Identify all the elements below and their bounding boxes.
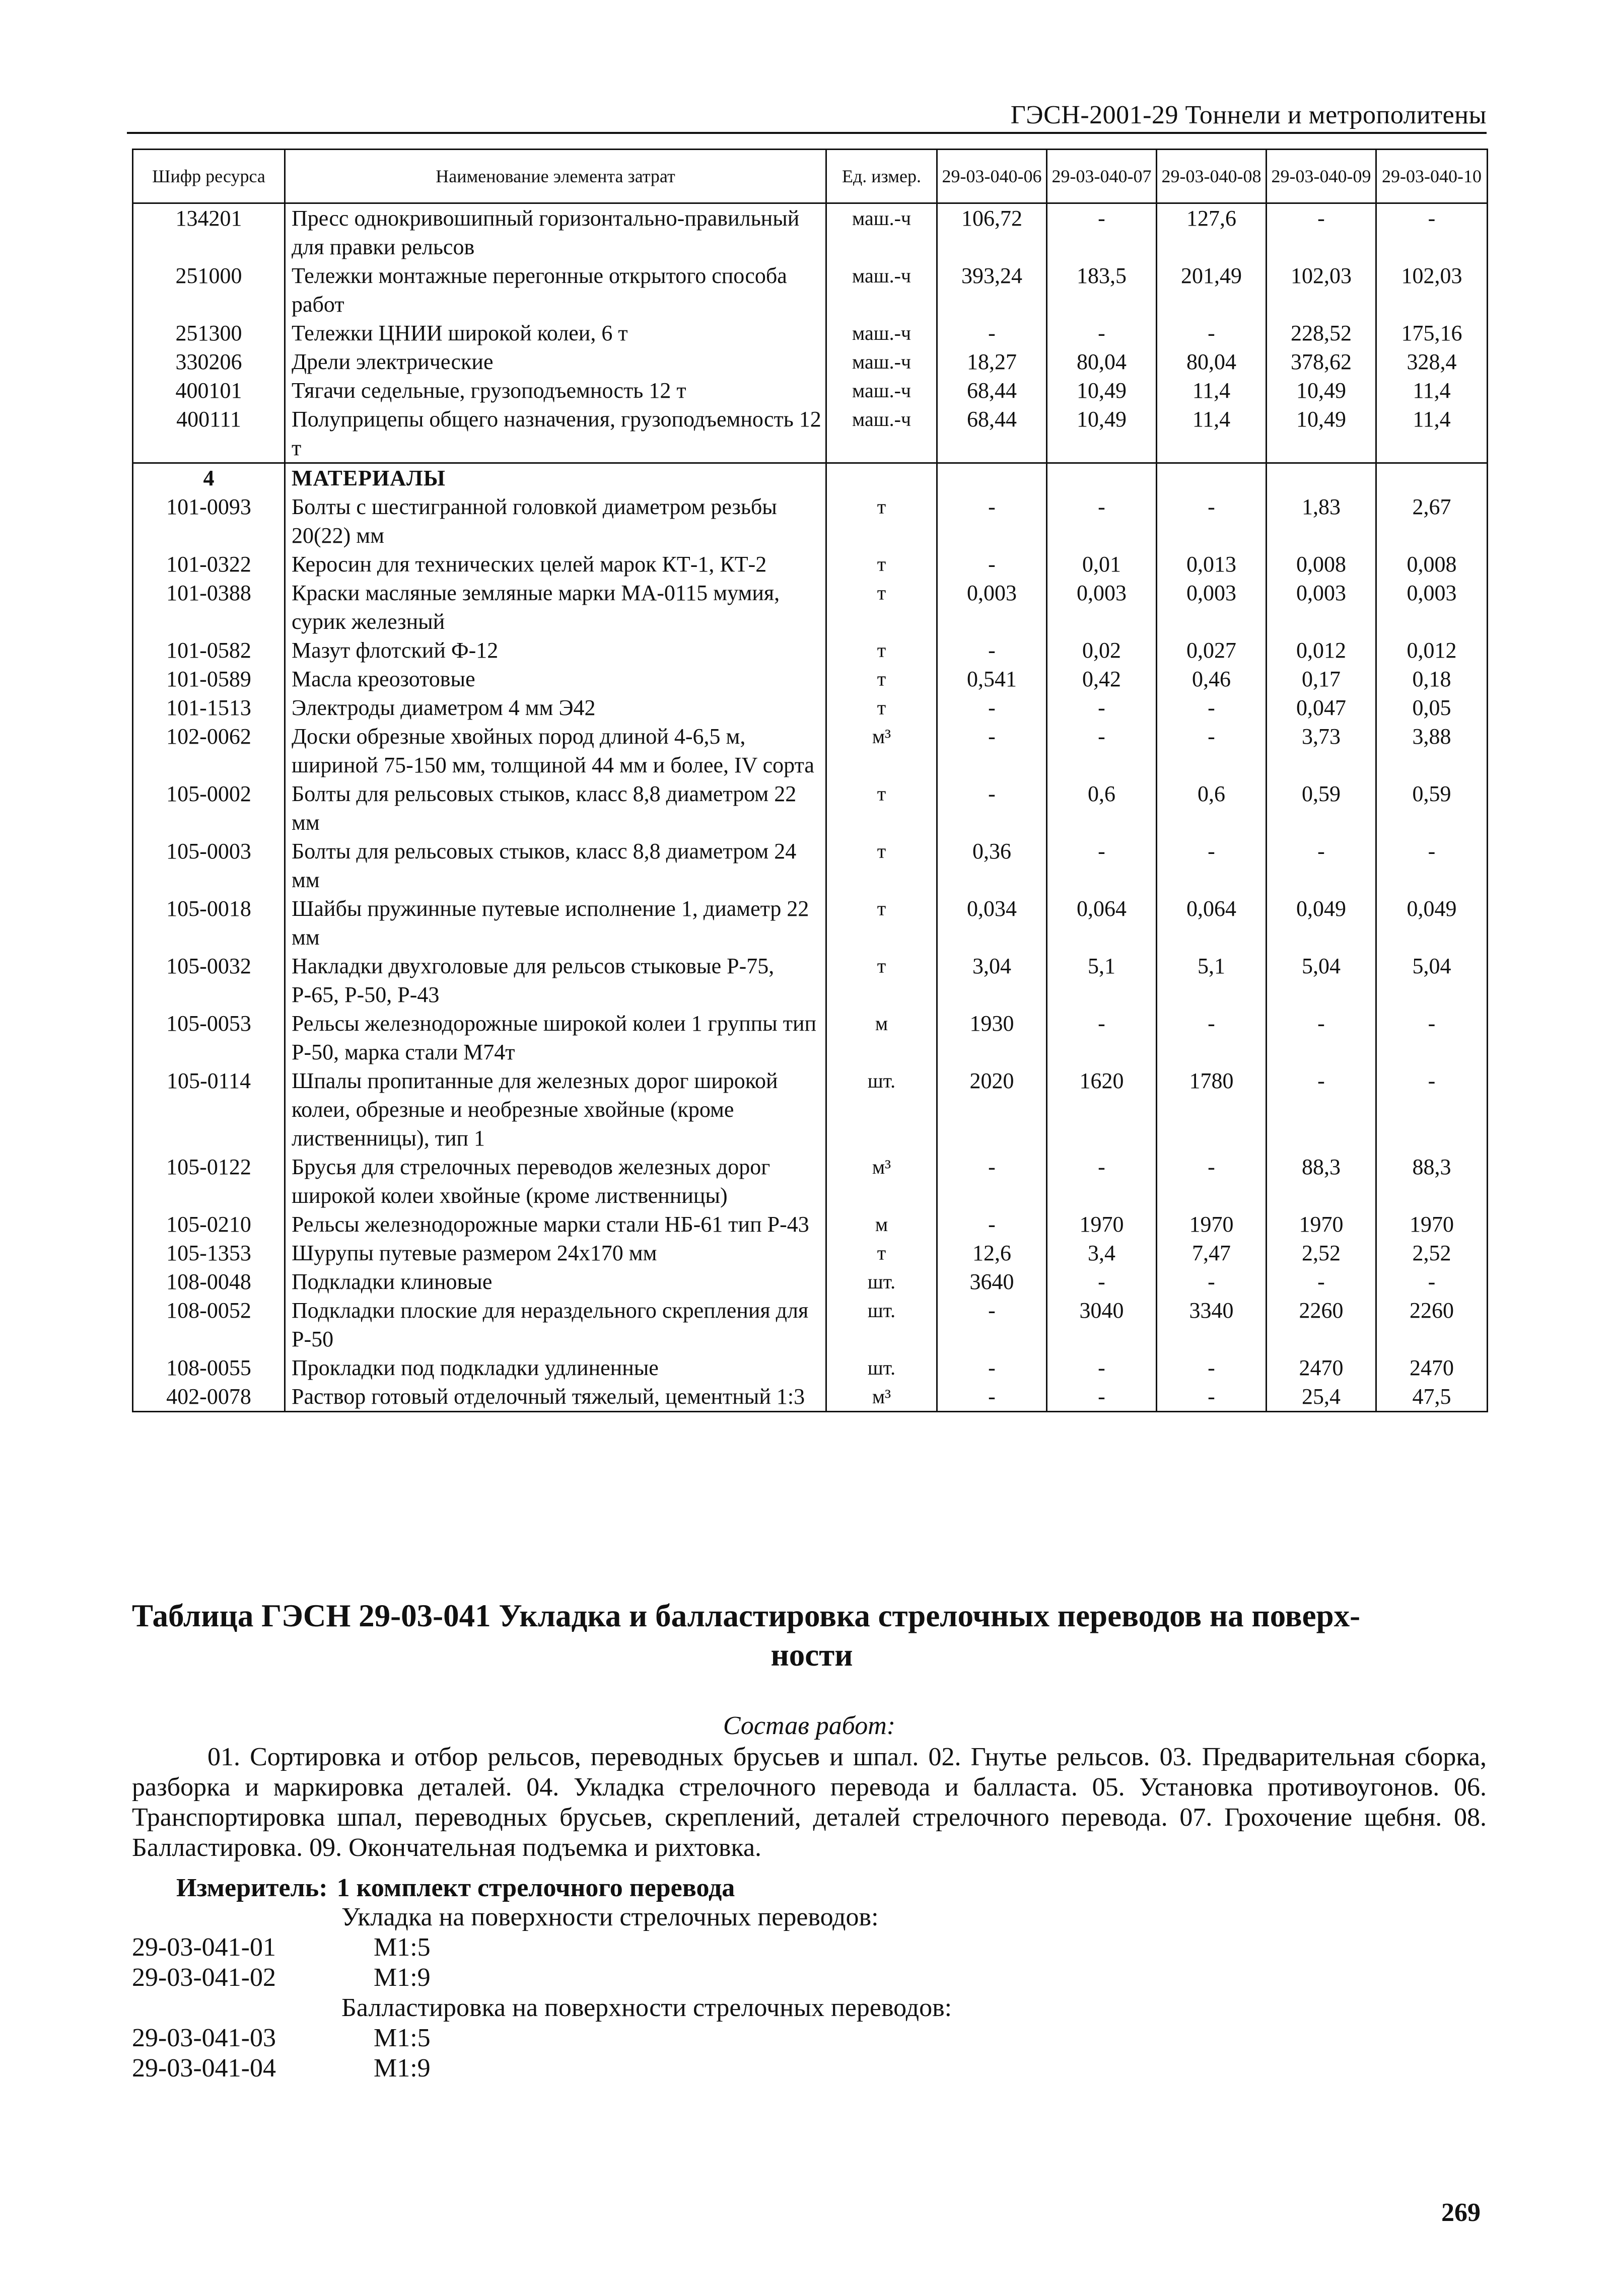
table-row (133, 1382, 1488, 1412)
table-row (133, 952, 1488, 1009)
resource-unit: т (826, 779, 937, 837)
resource-value: 393,24 (937, 261, 1047, 319)
resource-table (132, 149, 1488, 1412)
resource-value: 0,18 (1376, 665, 1488, 693)
resource-name: Накладки двухголовые для рельсов стыковые Р-75, Р-65, Р-50, Р-43 (285, 952, 826, 1009)
resource-value: 1930 (937, 1009, 1047, 1066)
resource-value: 0,05 (1376, 693, 1488, 722)
resource-name: Керосин для технических целей марок КТ-1, КТ-2 (285, 550, 826, 579)
table-row (133, 1153, 1488, 1210)
resource-value (1267, 463, 1376, 493)
resource-value: - (1157, 1009, 1267, 1066)
resource-value: 0,003 (937, 579, 1047, 636)
resource-name: Подкладки плоские для нераздельного скрепления для Р-50 (285, 1296, 826, 1353)
resource-name: Тягачи седельные, грузоподъемность 12 т (285, 376, 826, 405)
resource-value: - (937, 779, 1047, 837)
resource-unit: маш.-ч (826, 319, 937, 347)
resource-code: 105-0053 (133, 1009, 285, 1066)
resource-unit: т (826, 492, 937, 550)
table-row (133, 1066, 1488, 1153)
resource-value (1157, 463, 1267, 493)
resource-code: 400111 (133, 405, 285, 463)
resource-code: 134201 (133, 203, 285, 262)
resource-value: 0,013 (1157, 550, 1267, 579)
resource-unit: маш.-ч (826, 376, 937, 405)
resource-value: - (1376, 1009, 1488, 1066)
header-name: Наименование элемента затрат (285, 150, 826, 203)
code-row (132, 1963, 431, 1992)
resource-code: 105-0114 (133, 1066, 285, 1153)
resource-value: 3,4 (1047, 1239, 1157, 1267)
table-header-row (133, 150, 1488, 203)
resource-value: 25,4 (1267, 1382, 1376, 1412)
resource-code: 105-0003 (133, 837, 285, 894)
resource-unit: маш.-ч (826, 203, 937, 262)
resource-value: - (1157, 722, 1267, 779)
code-id: 29-03-041-01 (132, 1933, 276, 1962)
resource-name: Электроды диаметром 4 мм Э42 (285, 693, 826, 722)
resource-code: 251300 (133, 319, 285, 347)
resource-value (1376, 463, 1488, 493)
table-row (133, 636, 1488, 665)
resource-value: - (1157, 837, 1267, 894)
resource-value: - (1047, 203, 1157, 262)
resource-code: 400101 (133, 376, 285, 405)
resource-unit: маш.-ч (826, 261, 937, 319)
resource-code: 105-0032 (133, 952, 285, 1009)
resource-value: 102,03 (1267, 261, 1376, 319)
code-row (132, 1932, 431, 1962)
code-value: М1:5 (374, 1933, 431, 1962)
resource-value: 10,49 (1267, 376, 1376, 405)
resource-value: 0,034 (937, 894, 1047, 952)
resource-code: 105-0210 (133, 1210, 285, 1239)
resource-value: 1970 (1376, 1210, 1488, 1239)
resource-unit: т (826, 837, 937, 894)
table-row (133, 347, 1488, 376)
resource-name: Доски обрезные хвойных пород длиной 4-6,5 м, шириной 75-150 мм, толщиной 44 мм и более, IV сорта (285, 722, 826, 779)
resource-value: - (1376, 1066, 1488, 1153)
resource-value: 0,02 (1047, 636, 1157, 665)
resource-value: - (937, 1296, 1047, 1353)
resource-value: - (937, 722, 1047, 779)
resource-value: 1970 (1157, 1210, 1267, 1239)
resource-value: 0,064 (1157, 894, 1267, 952)
resource-name: Масла креозотовые (285, 665, 826, 693)
resource-value: - (1267, 203, 1376, 262)
resource-unit: т (826, 636, 937, 665)
resource-unit: т (826, 550, 937, 579)
resource-value: - (937, 1382, 1047, 1412)
resource-name: Брусья для стрелочных переводов железных дорог широкой колеи хвойные (кроме лиственницы) (285, 1153, 826, 1210)
header-code: Шифр ресурса (133, 150, 285, 203)
resource-value: - (1376, 203, 1488, 262)
table-row (133, 779, 1488, 837)
resource-name: Шпалы пропитанные для железных дорог широкой колеи, обрезные и необрезные хвойные (кроме лиственницы), тип 1 (285, 1066, 826, 1153)
measure-line (176, 1873, 735, 1903)
resource-unit (826, 463, 937, 493)
resource-value: 12,6 (937, 1239, 1047, 1267)
resource-value: 1970 (1267, 1210, 1376, 1239)
resource-name: Полуприцепы общего назначения, грузоподъемность 12 т (285, 405, 826, 463)
table-body (133, 203, 1488, 1412)
resource-value: - (1157, 1353, 1267, 1382)
resource-value: 18,27 (937, 347, 1047, 376)
table-row (133, 693, 1488, 722)
resource-value: 378,62 (1267, 347, 1376, 376)
table-row (133, 405, 1488, 463)
resource-value: 1970 (1047, 1210, 1157, 1239)
resource-value: 47,5 (1376, 1382, 1488, 1412)
resource-code: 105-0018 (133, 894, 285, 952)
resource-value: - (937, 1353, 1047, 1382)
resource-value: 3040 (1047, 1296, 1157, 1353)
work-composition-text: 01. Сортировка и отбор рельсов, переводных брусьев и шпал. 02. Гнутье рельсов. 03. Предварительная сборка, разборка и маркировка деталей. 04. Укладка стрелочного перевода и балласта. 05. Установка противоугонов. 06. Транспортировка шпал, переводных брусьев, скреплений, деталей стрелочного перевода. 07. Грохочение щебня. 08. Балластировка. 09. Окончательная подъемка и рихтовка. (132, 1743, 1487, 1862)
table-row (133, 1239, 1488, 1267)
resource-value: - (1376, 837, 1488, 894)
resource-value: 0,17 (1267, 665, 1376, 693)
resource-value: - (1047, 1267, 1157, 1296)
table-row (133, 319, 1488, 347)
resource-unit: т (826, 693, 937, 722)
resource-value: 0,012 (1376, 636, 1488, 665)
resource-value: - (1047, 1382, 1157, 1412)
resource-value: 2,67 (1376, 492, 1488, 550)
table-row (133, 261, 1488, 319)
resource-value: - (1157, 492, 1267, 550)
resource-value: 2,52 (1267, 1239, 1376, 1267)
resource-value: 3,73 (1267, 722, 1376, 779)
resource-unit: маш.-ч (826, 405, 937, 463)
resource-name: Подкладки клиновые (285, 1267, 826, 1296)
resource-unit: шт. (826, 1296, 937, 1353)
resource-unit: шт. (826, 1066, 937, 1153)
resource-name: Болты для рельсовых стыков, класс 8,8 диаметром 24 мм (285, 837, 826, 894)
measure-label: Измеритель: (176, 1874, 328, 1902)
resource-value: 2470 (1376, 1353, 1488, 1382)
resource-value: 201,49 (1157, 261, 1267, 319)
resource-value: 68,44 (937, 405, 1047, 463)
resource-value: - (1047, 837, 1157, 894)
resource-name: Прокладки под подкладки удлиненные (285, 1353, 826, 1382)
resource-value: 10,49 (1047, 405, 1157, 463)
resource-name: Тележки монтажные перегонные открытого способа работ (285, 261, 826, 319)
resource-value: - (1267, 837, 1376, 894)
resource-value: 0,59 (1267, 779, 1376, 837)
resource-value: - (1047, 722, 1157, 779)
resource-unit: м³ (826, 1382, 937, 1412)
resource-code: 108-0055 (133, 1353, 285, 1382)
table-title (132, 1596, 1492, 1675)
resource-value: - (937, 319, 1047, 347)
resource-name: МАТЕРИАЛЫ (285, 463, 826, 493)
resource-code: 101-1513 (133, 693, 285, 722)
resource-value: - (1376, 1267, 1488, 1296)
header-col-08: 29-03-040-08 (1157, 150, 1267, 203)
resource-value: - (1047, 1153, 1157, 1210)
resource-value: 1620 (1047, 1066, 1157, 1153)
resource-value: 68,44 (937, 376, 1047, 405)
resource-value: 11,4 (1376, 376, 1488, 405)
header-col-10: 29-03-040-10 (1376, 150, 1488, 203)
resource-code: 251000 (133, 261, 285, 319)
group2-heading: Балластировка на поверхности стрелочных переводов: (341, 1993, 952, 2022)
resource-value: 0,46 (1157, 665, 1267, 693)
resource-name: Рельсы железнодорожные широкой колеи 1 группы тип Р-50, марка стали М74т (285, 1009, 826, 1066)
resource-value: 3,04 (937, 952, 1047, 1009)
resource-name: Мазут флотский Ф-12 (285, 636, 826, 665)
resource-value: 11,4 (1157, 376, 1267, 405)
resource-value: 0,047 (1267, 693, 1376, 722)
resource-code: 102-0062 (133, 722, 285, 779)
resource-name: Раствор готовый отделочный тяжелый, цементный 1:3 (285, 1382, 826, 1412)
table-row (133, 1267, 1488, 1296)
resource-value: 228,52 (1267, 319, 1376, 347)
resource-value: - (1267, 1009, 1376, 1066)
header-title: ГЭСН-2001-29 Тоннели и метрополитены (1010, 101, 1487, 129)
resource-unit: т (826, 1239, 937, 1267)
resource-value: 0,36 (937, 837, 1047, 894)
resource-name: Краски масляные земляные марки МА-0115 мумия, сурик железный (285, 579, 826, 636)
resource-value: 2260 (1267, 1296, 1376, 1353)
resource-unit: т (826, 894, 937, 952)
resource-value: 80,04 (1157, 347, 1267, 376)
resource-value (1047, 463, 1157, 493)
resource-code: 105-0122 (133, 1153, 285, 1210)
resource-value: 127,6 (1157, 203, 1267, 262)
resource-code: 101-0322 (133, 550, 285, 579)
resource-code: 101-0582 (133, 636, 285, 665)
section-row (133, 463, 1488, 493)
resource-name: Дрели электрические (285, 347, 826, 376)
work-composition-heading: Состав работ: (723, 1711, 896, 1740)
table-row (133, 722, 1488, 779)
resource-unit: м (826, 1210, 937, 1239)
header-col-06: 29-03-040-06 (937, 150, 1047, 203)
resource-value: 10,49 (1047, 376, 1157, 405)
resource-value: - (937, 550, 1047, 579)
resource-unit: шт. (826, 1267, 937, 1296)
resource-value: - (1047, 319, 1157, 347)
resource-value: - (937, 1153, 1047, 1210)
resource-value: - (1157, 319, 1267, 347)
header-col-09: 29-03-040-09 (1267, 150, 1376, 203)
resource-code: 101-0093 (133, 492, 285, 550)
resource-value: - (1047, 1353, 1157, 1382)
resource-value: - (1157, 1267, 1267, 1296)
resource-value: 183,5 (1047, 261, 1157, 319)
resource-value: 11,4 (1376, 405, 1488, 463)
resource-value: 0,541 (937, 665, 1047, 693)
resource-value: 2260 (1376, 1296, 1488, 1353)
resource-unit: маш.-ч (826, 347, 937, 376)
table-row (133, 1210, 1488, 1239)
resource-code: 105-0002 (133, 779, 285, 837)
resource-code: 4 (133, 463, 285, 493)
resource-value: 0,003 (1047, 579, 1157, 636)
resource-value: 0,049 (1376, 894, 1488, 952)
resource-value: 0,012 (1267, 636, 1376, 665)
table-row (133, 579, 1488, 636)
resource-value: 1,83 (1267, 492, 1376, 550)
resource-value: 0,6 (1157, 779, 1267, 837)
code-row (132, 2023, 431, 2053)
table-row (133, 1296, 1488, 1353)
code-value: М1:5 (374, 2024, 431, 2052)
resource-code: 108-0052 (133, 1296, 285, 1353)
resource-value: 0,003 (1267, 579, 1376, 636)
page-number: 269 (1441, 2198, 1481, 2227)
resource-unit: м (826, 1009, 937, 1066)
resource-value: 0,003 (1157, 579, 1267, 636)
resource-name: Болты для рельсовых стыков, класс 8,8 диаметром 22 мм (285, 779, 826, 837)
table-row (133, 894, 1488, 952)
resource-value: - (1157, 1382, 1267, 1412)
resource-value: 0,003 (1376, 579, 1488, 636)
table-row (133, 665, 1488, 693)
resource-value: 0,049 (1267, 894, 1376, 952)
resource-value: 0,064 (1047, 894, 1157, 952)
resource-value: 102,03 (1376, 261, 1488, 319)
resource-value: 5,1 (1157, 952, 1267, 1009)
code-id: 29-03-041-03 (132, 2024, 276, 2052)
resource-value: 2,52 (1376, 1239, 1488, 1267)
code-value: М1:9 (374, 1963, 431, 1992)
resource-value: 3340 (1157, 1296, 1267, 1353)
resource-value: - (937, 492, 1047, 550)
header-col-07: 29-03-040-07 (1047, 150, 1157, 203)
measure-value: 1 комплект стрелочного перевода (336, 1874, 735, 1902)
resource-code: 330206 (133, 347, 285, 376)
resource-value: 0,027 (1157, 636, 1267, 665)
table-row (133, 837, 1488, 894)
resource-value: 5,04 (1267, 952, 1376, 1009)
resource-value: - (1047, 1009, 1157, 1066)
table-row (133, 1353, 1488, 1382)
resource-value: - (1157, 693, 1267, 722)
resource-code: 402-0078 (133, 1382, 285, 1412)
code-id: 29-03-041-04 (132, 2054, 276, 2083)
resource-value: 1780 (1157, 1066, 1267, 1153)
resource-value: 11,4 (1157, 405, 1267, 463)
table-row (133, 1009, 1488, 1066)
resource-value: 0,6 (1047, 779, 1157, 837)
resource-value: 10,49 (1267, 405, 1376, 463)
resource-value: 0,008 (1376, 550, 1488, 579)
resource-value: 175,16 (1376, 319, 1488, 347)
resource-code: 105-1353 (133, 1239, 285, 1267)
resource-unit: т (826, 579, 937, 636)
resource-value: 0,008 (1267, 550, 1376, 579)
resource-name: Тележки ЦНИИ широкой колеи, 6 т (285, 319, 826, 347)
table-row (133, 492, 1488, 550)
resource-value: 0,01 (1047, 550, 1157, 579)
header-unit: Ед. измер. (826, 150, 937, 203)
resource-name: Рельсы железнодорожные марки стали НБ-61 тип Р-43 (285, 1210, 826, 1239)
resource-value: 88,3 (1267, 1153, 1376, 1210)
running-header (127, 101, 1487, 134)
resource-unit: т (826, 665, 937, 693)
resource-unit: м³ (826, 722, 937, 779)
resource-value: - (1267, 1267, 1376, 1296)
resource-value: 88,3 (1376, 1153, 1488, 1210)
resource-unit: шт. (826, 1353, 937, 1382)
code-row (132, 2053, 431, 2083)
resource-value: - (1157, 1153, 1267, 1210)
resource-name: Шурупы путевые размером 24х170 мм (285, 1239, 826, 1267)
resource-name: Болты с шестигранной головкой диаметром резьбы 20(22) мм (285, 492, 826, 550)
table-row (133, 376, 1488, 405)
resource-value: 0,42 (1047, 665, 1157, 693)
resource-value: - (1047, 492, 1157, 550)
resource-value: 5,04 (1376, 952, 1488, 1009)
resource-unit: т (826, 952, 937, 1009)
resource-value: 0,59 (1376, 779, 1488, 837)
resource-value: - (1047, 693, 1157, 722)
resource-value: 2020 (937, 1066, 1047, 1153)
resource-value: 7,47 (1157, 1239, 1267, 1267)
resource-code: 101-0589 (133, 665, 285, 693)
table-row (133, 203, 1488, 262)
resource-value: 2470 (1267, 1353, 1376, 1382)
code-id: 29-03-041-02 (132, 1963, 276, 1992)
resource-code: 101-0388 (133, 579, 285, 636)
resource-value: 3640 (937, 1267, 1047, 1296)
table-title-line2: ности (770, 1637, 853, 1673)
resource-value: 5,1 (1047, 952, 1157, 1009)
resource-name: Пресс однокривошипный горизонтально-правильный для правки рельсов (285, 203, 826, 262)
table-title-line1: Таблица ГЭСН 29-03-041 Укладка и балластировка стрелочных переводов на поверх- (132, 1598, 1361, 1633)
resource-value: 3,88 (1376, 722, 1488, 779)
resource-value: 328,4 (1376, 347, 1488, 376)
resource-value: 106,72 (937, 203, 1047, 262)
resource-value: - (937, 693, 1047, 722)
group1-heading: Укладка на поверхности стрелочных переводов: (341, 1903, 879, 1931)
resource-value: - (937, 1210, 1047, 1239)
resource-name: Шайбы пружинные путевые исполнение 1, диаметр 22 мм (285, 894, 826, 952)
resource-value: 80,04 (1047, 347, 1157, 376)
resource-value: - (1267, 1066, 1376, 1153)
resource-value: - (937, 636, 1047, 665)
resource-value (937, 463, 1047, 493)
resource-unit: м³ (826, 1153, 937, 1210)
resource-code: 108-0048 (133, 1267, 285, 1296)
table-row (133, 550, 1488, 579)
code-value: М1:9 (374, 2054, 431, 2083)
